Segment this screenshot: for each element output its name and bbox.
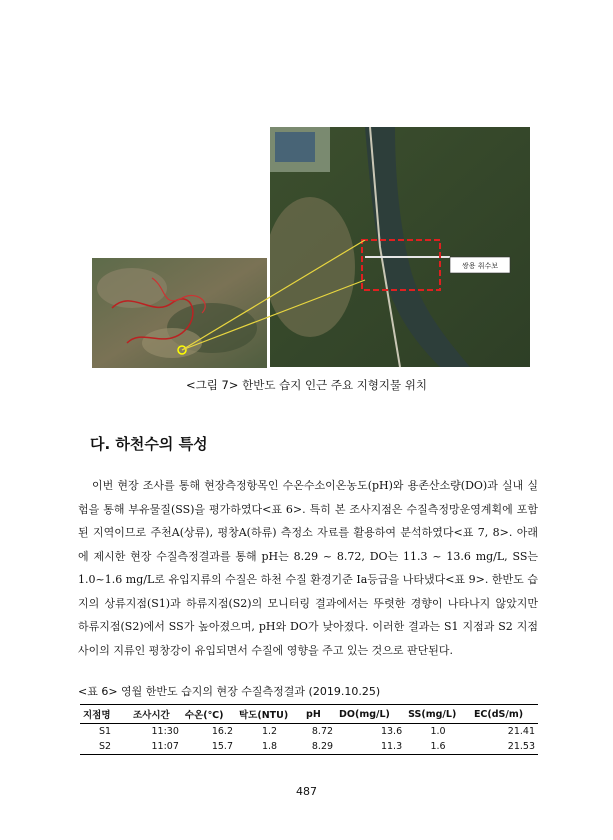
figure-caption: <그림 7> 한반도 습지 인근 주요 지형지물 위치	[185, 378, 428, 392]
cell-do: 11.3	[336, 739, 405, 755]
cell-temperature: 15.7	[182, 739, 236, 755]
cell-site: S2	[80, 739, 130, 755]
cell-temperature: 16.2	[211, 726, 233, 737]
cell-ec: 21.41	[507, 726, 535, 737]
table-header-row	[80, 705, 538, 724]
cell-site: S1	[98, 726, 112, 737]
cell-ec: 21.53	[471, 739, 538, 755]
page-number: 487	[296, 785, 317, 798]
header-ec: EC(dS/m)	[471, 705, 538, 724]
body-paragraph: 이번 현장 조사를 통해 현장측정항목인 수온수소이온농도(pH)와 용존산소량(DO)과 실내 실험을 통해 부유물질(SS)을 평가하였다<표 6>. 특히 본 조사지점은 수질측정망운영계획에 포함된 지역이므로 주천A(상류), 평창A(하류) 측정소 자료를 활용하여 분석하였다<표 7, 8>. 아래에 제시한 현장 수질측정결과를 통해 pH는 8.29 ~ 8.72, DO는 11.3 ~ 13.6 mg/L, SS는 1.0~1.6 mg/L로 유입지류의 수질은 하천 수질 환경기준 Ia등급을 나타냈다<표 9>. 한반도 습지의 상류지점(S1)과 하류지점(S2)의 모니터링 결과에서는 뚜렷한 경향이 나타나지 않았지만 하류지점(S2)에서 SS가 높아졌으며, pH와 DO가 낮아졌다. 이러한 결과는 S1 지점과 S2 지점 사이의 지류인 평창강이 유입되면서 수질에 영향을 주고 있는 것으로 판단된다.	[78, 479, 538, 657]
cell-ph: 8.72	[311, 726, 334, 737]
cell-time: 11:30	[151, 726, 179, 737]
header-time: 조사시간	[130, 705, 182, 724]
header-turbidity: 탁도(NTU)	[236, 705, 303, 724]
water-quality-table	[80, 704, 538, 755]
cell-do: 13.6	[380, 726, 403, 737]
header-ss: SS(mg/L)	[405, 705, 471, 724]
cell-ss: 1.6	[405, 739, 471, 755]
table-row	[80, 724, 538, 740]
callout-label: 쌍용 취수보	[461, 262, 499, 270]
table-caption: <표 6> 영월 한반도 습지의 현장 수질측정결과 (2019.10.25)	[78, 685, 381, 698]
header-ph: pH	[303, 705, 336, 724]
cell-time: 11:07	[130, 739, 182, 755]
cell-turbidity: 1.8	[236, 739, 303, 755]
header-site: 지점명	[80, 705, 130, 724]
cell-turbidity: 1.2	[261, 726, 278, 737]
header-do: DO(mg/L)	[336, 705, 405, 724]
header-temperature: 수온(℃)	[182, 705, 236, 724]
table-row	[80, 739, 538, 755]
cell-ss: 1.0	[430, 726, 446, 737]
callout-connector-lines	[175, 240, 375, 360]
section-title: 다. 하천수의 특성	[90, 435, 208, 453]
cell-ph: 8.29	[303, 739, 336, 755]
